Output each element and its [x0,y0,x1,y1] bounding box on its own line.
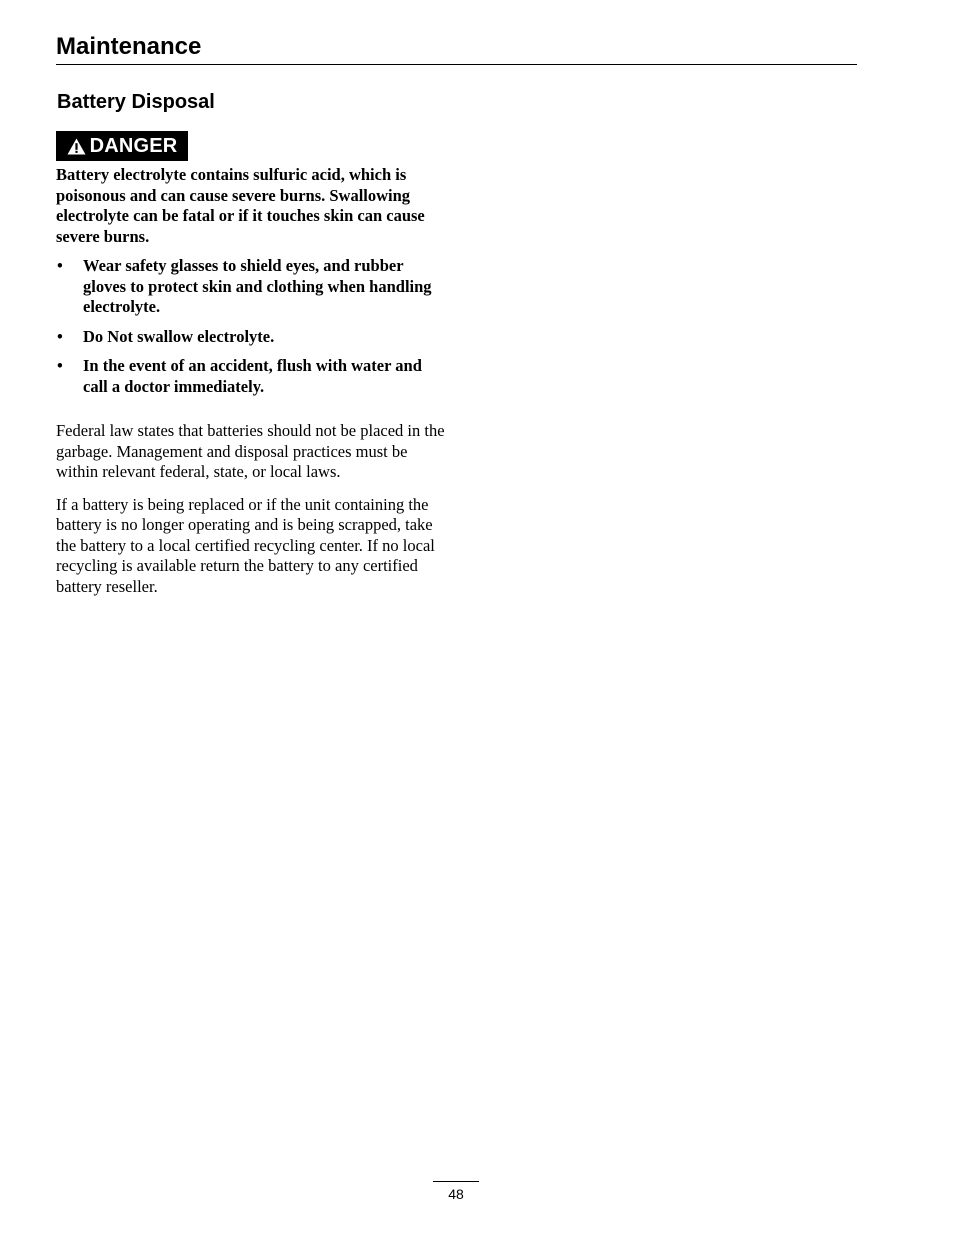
safety-bullet-list [56,256,448,397]
section-title: Maintenance [56,33,202,60]
content-column [56,165,448,609]
subsection-title: Battery Disposal [57,91,215,113]
bullet-mark: • [57,256,63,275]
warning-triangle-icon [67,138,86,155]
body-paragraph: If a battery is being replaced or if the unit containing the battery is no longer operating and is being scrapped, take the battery to a local certified recycling center. If no local recycling is available return the battery to any certified battery reseller. [56,494,435,596]
list-item [56,356,448,397]
danger-badge [56,131,188,161]
body-paragraph: Federal law states that batteries should not be placed in the garbage. Management and disposal practices must be within relevant federal, state, or local laws. [56,421,445,481]
list-item-text: Do Not swallow electrolyte. [83,326,275,346]
list-item [56,327,448,348]
list-item-text: Wear safety glasses to shield eyes, and rubber gloves to protect skin and clothing when handling electrolyte. [83,256,432,316]
danger-label: DANGER [89,135,178,157]
section-header [56,33,857,65]
list-item-text: In the event of an accident, flush with water and call a doctor immediately. [83,356,422,396]
page-number: 48 [433,1181,479,1202]
danger-warning-text: Battery electrolyte contains sulfuric acid, which is poisonous and can cause severe burns. Swallowing electrolyte can be fatal or if it touches skin can cause severe burns. [56,165,425,246]
bullet-mark: • [57,356,63,375]
list-item [56,256,448,318]
bullet-mark: • [57,326,63,346]
